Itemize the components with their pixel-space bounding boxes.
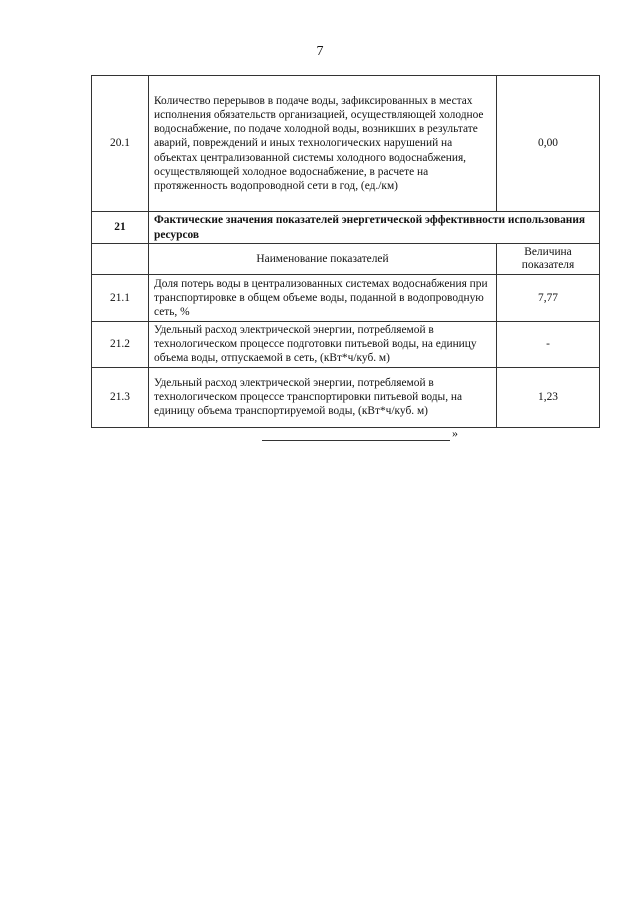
closing-quote: »	[452, 426, 458, 440]
row-description: Доля потерь воды в централизованных системах водоснабжения при транспортировке в общем объеме воды, поданной в водопроводную сеть, %	[149, 275, 497, 322]
row-number: 20.1	[92, 76, 149, 212]
table-row	[92, 275, 600, 322]
table-row	[92, 76, 600, 212]
column-header-row	[92, 244, 600, 275]
row-value: 0,00	[497, 76, 600, 212]
underline-rule	[262, 430, 450, 441]
section-header-row	[92, 212, 600, 244]
header-name: Наименование показателей	[149, 244, 497, 275]
row-description: Удельный расход электрической энергии, потребляемой в технологическом процессе транспортировки питьевой воды, на единицу объема транспортируемой воды, (кВт*ч/куб. м)	[149, 367, 497, 427]
row-value: 1,23	[497, 367, 600, 427]
row-value: 7,77	[497, 275, 600, 322]
header-value: Величина показателя	[497, 244, 600, 275]
header-number-cell	[92, 244, 149, 275]
section-number: 21	[92, 212, 149, 244]
row-description: Удельный расход электрической энергии, потребляемой в технологическом процессе подготовки питьевой воды, на единицу объема воды, отпускаемой в сеть, (кВт*ч/куб. м)	[149, 322, 497, 368]
closing-line	[262, 426, 458, 441]
row-description: Количество перерывов в подаче воды, зафиксированных в местах исполнения обязательств организацией, осуществляющей холодное водоснабжение, по подаче холодной воды, возникших в результате аварий, повреждений и иных технологических нарушений на объектах централизованной системы холодного водоснабжения, осуществляющей холодное водоснабжение, в расчете на протяженность водопроводной сети в год, (ед./км)	[149, 76, 497, 212]
page-number: 7	[316, 44, 324, 59]
row-number: 21.1	[92, 275, 149, 322]
row-number: 21.3	[92, 367, 149, 427]
table-row	[92, 367, 600, 427]
row-value: -	[497, 322, 600, 368]
section-title: Фактические значения показателей энергетической эффективности использования ресурсов	[149, 212, 600, 244]
table-row	[92, 322, 600, 368]
indicators-table	[91, 75, 600, 428]
row-number: 21.2	[92, 322, 149, 368]
